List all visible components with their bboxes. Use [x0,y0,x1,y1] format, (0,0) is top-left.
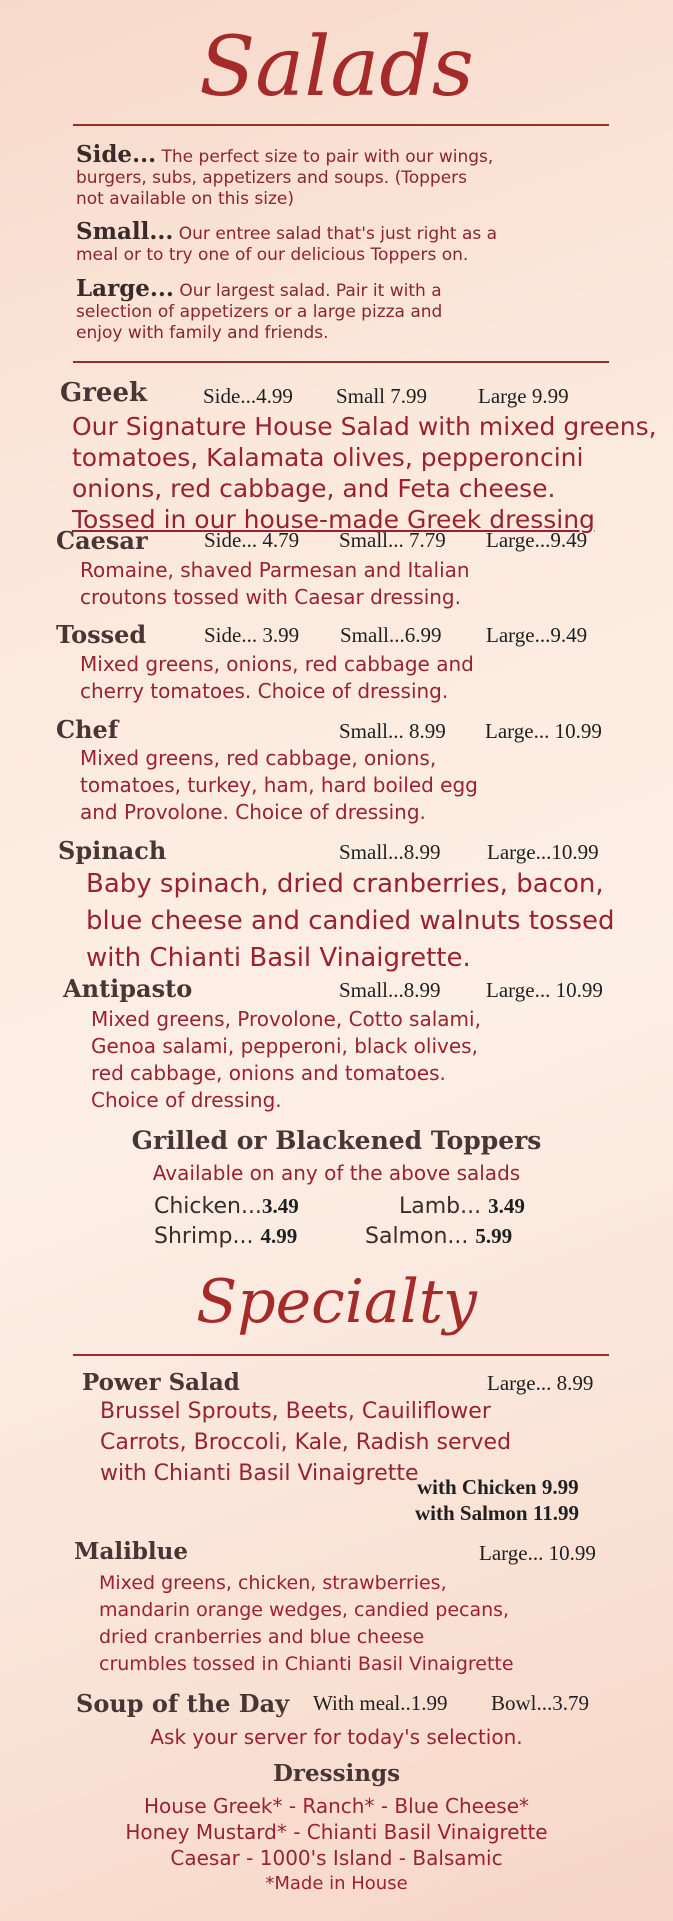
price-large: Large... 8.99 [487,1371,594,1395]
price-small: Small... 8.99 [339,719,446,743]
dressings-heading: Dressings [272,1760,401,1787]
salads-title: Salads [199,20,474,115]
item-description: Baby spinach, dried cranberries, bacon, blue cheese and candied walnuts tossed with Chianti Basil Vinaigrette. [86,869,615,973]
item-description: Mixed greens, Provolone, Cotto salami, Genoa salami, pepperoni, black olives, red cabbage, onions and tomatoes. Choice of dressing. [91,1007,481,1112]
dressings-list: House Greek* - Ranch* - Blue Cheese* Honey Mustard* - Chianti Basil Vinaigrette Caesar - 1000's Island - Balsamic *Made in House [0,1793,673,1897]
price-small: Small...6.99 [340,623,442,647]
item-description: Mixed greens, red cabbage, onions, tomatoes, turkey, ham, hard boiled egg and Provolone. Choice of dressing. [80,746,478,824]
item-name-maliblue: Maliblue [74,1538,189,1565]
price-with-salmon: with Salmon 11.99 [415,1501,579,1525]
price-large: Large...9.49 [486,623,588,647]
size-name: Small... [76,218,174,245]
item-name-chef: Chef [56,715,119,744]
item-name-spinach: Spinach [58,836,167,865]
price-with-chicken: with Chicken 9.99 [417,1475,579,1499]
price-large: Large... 10.99 [479,1541,596,1565]
price-side: Side...4.99 [203,384,293,408]
size-side-intro: Side... The perfect size to pair with our wings, burgers, subs, appetizers and soups. (Toppers not available on this size) [76,141,494,209]
topper-lamb: Lamb... 3.49 [399,1194,525,1219]
divider [73,1354,609,1356]
price-small: Small 7.99 [336,384,428,408]
item-description: Our Signature House Salad with mixed greens, tomatoes, Kalamata olives, pepperoncini onions, red cabbage, and Feta cheese. Tossed in our house-made Greek dressing [72,412,657,534]
price-side: Side... 3.99 [204,623,300,647]
item-description: Mixed greens, onions, red cabbage and cherry tomatoes. Choice of dressing. [80,652,474,703]
toppers-heading: Grilled or Blackened Toppers [131,1126,542,1155]
price-large: Large...9.49 [486,528,588,552]
price-large: Large... 10.99 [486,978,603,1002]
size-name: Large... [76,275,174,302]
item-name-caesar: Caesar [56,526,148,555]
topper-chicken: Chicken...3.49 [154,1194,299,1219]
size-large-intro: Large... Our largest salad. Pair it with a selection of appetizers or a large pizza and enjoy with family and friends. [76,275,443,343]
item-name-greek: Greek [60,378,148,408]
toppers-subheading: Available on any of the above salads [152,1161,521,1185]
price-small: Small...8.99 [339,978,441,1002]
price-small: Small...8.99 [339,840,441,864]
divider [73,361,609,363]
item-name-power-salad: Power Salad [82,1369,240,1396]
price-large: Large... 10.99 [485,719,602,743]
item-name-antipasto: Antipasto [63,974,193,1003]
topper-shrimp: Shrimp... 4.99 [154,1224,298,1249]
divider [73,124,609,126]
price-small: Small... 7.79 [339,528,446,552]
price-bowl: Bowl...3.79 [491,1691,590,1715]
soup-description: Ask your server for today's selection. [150,1725,523,1749]
size-small-intro: Small... Our entree salad that's just right as a meal or to try one of our delicious Toppers on. [76,218,498,265]
price-large: Large 9.99 [478,384,569,408]
made-in-house-note: *Made in House [265,1873,408,1894]
size-name: Side... [76,141,157,168]
price-large: Large...10.99 [487,840,599,864]
price-side: Side... 4.79 [204,528,300,552]
price-with-meal: With meal..1.99 [313,1691,448,1715]
item-name-soup: Soup of the Day [76,1689,290,1718]
topper-salmon: Salmon... 5.99 [365,1224,513,1249]
item-description: Brussel Sprouts, Beets, Cauiliflower Carrots, Broccoli, Kale, Radish served with Chianti Basil Vinaigrette [100,1399,512,1486]
item-name-tossed: Tossed [56,620,147,649]
specialty-title: Specialty [196,1267,477,1337]
item-description: Romaine, shaved Parmesan and Italian croutons tossed with Caesar dressing. [80,558,470,609]
item-description: Mixed greens, chicken, strawberries, mandarin orange wedges, candied pecans, dried cranberries and blue cheese crumbles tossed in Chianti Basil Vinaigrette [99,1572,514,1675]
